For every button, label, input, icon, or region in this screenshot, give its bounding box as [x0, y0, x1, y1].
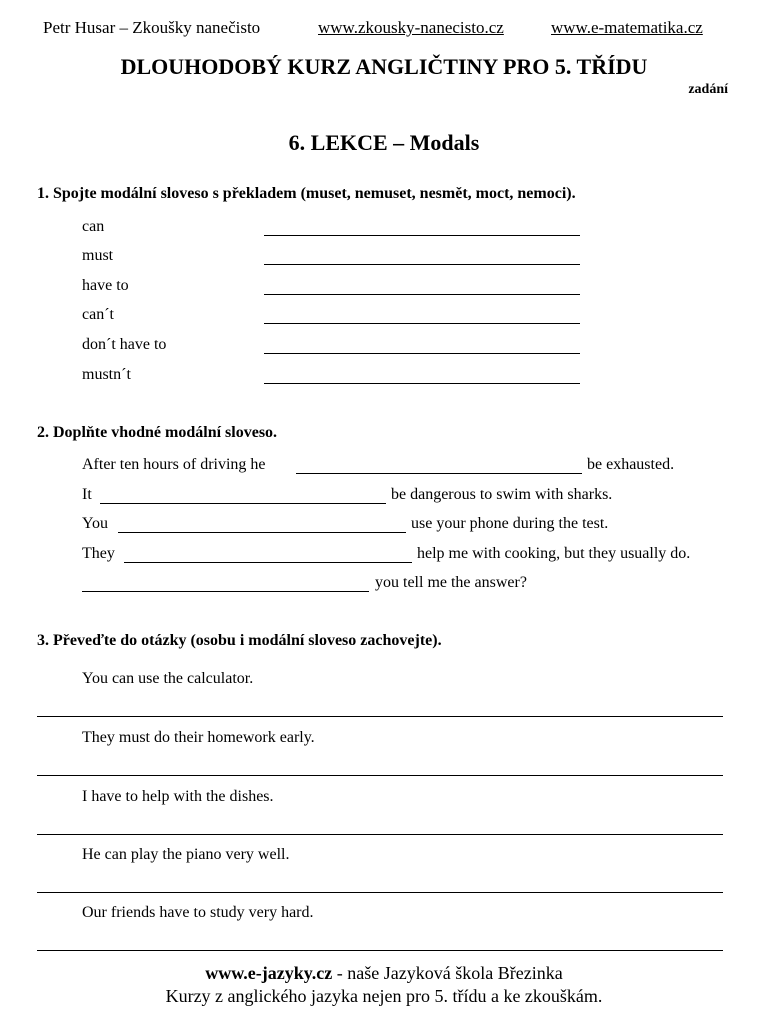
- task2-sentence-end: be dangerous to swim with sharks.: [391, 486, 613, 503]
- task2-sentence-start: They: [82, 545, 115, 562]
- task2-sentence-start: It: [82, 486, 92, 503]
- task2-blank[interactable]: [296, 473, 582, 474]
- task3-sentence: Our friends have to study very hard.: [82, 904, 314, 921]
- task2-sentence-end: you tell me the answer?: [375, 574, 527, 591]
- task3-heading: 3. Převeďte do otázky (osobu i modální sloveso zachovejte).: [37, 632, 442, 649]
- task2-sentence-start: After ten hours of driving he: [82, 456, 266, 473]
- task2-heading: 2. Doplňte vhodné modální sloveso.: [37, 424, 278, 441]
- task3-sentence: I have to help with the dishes.: [82, 788, 274, 805]
- task2-blank[interactable]: [100, 503, 386, 504]
- header-link-zkousky[interactable]: www.zkousky-nanecisto.cz: [318, 18, 504, 37]
- task1-item: can´t: [82, 306, 114, 323]
- header-author: Petr Husar – Zkoušky nanečisto: [43, 18, 261, 37]
- task2-blank[interactable]: [82, 591, 369, 592]
- page-subtitle: zadání: [688, 82, 728, 97]
- task1-item: can: [82, 218, 105, 235]
- task2-blank[interactable]: [124, 562, 412, 563]
- task3-answer-line[interactable]: [37, 892, 723, 893]
- task2-blank[interactable]: [118, 532, 406, 533]
- task2-sentence-end: help me with cooking, but they usually do.: [417, 545, 691, 562]
- header-link-matematika[interactable]: www.e-matematika.cz: [551, 18, 703, 37]
- task1-answer-line[interactable]: [264, 264, 580, 265]
- footer-line2: Kurzy z anglického jazyka nejen pro 5. třídu a ke zkouškám.: [165, 986, 603, 1006]
- task2-sentence-end: use your phone during the test.: [411, 515, 609, 532]
- task3-sentence: They must do their homework early.: [82, 729, 315, 746]
- task3-answer-line[interactable]: [37, 716, 723, 717]
- task1-answer-line[interactable]: [264, 235, 580, 236]
- lesson-title: 6. LEKCE – Modals: [288, 130, 480, 155]
- footer-site-link[interactable]: www.e-jazyky.cz: [205, 963, 333, 983]
- task1-item: must: [82, 247, 114, 264]
- task1-item: mustn´t: [82, 366, 131, 383]
- task1-answer-line[interactable]: [264, 383, 580, 384]
- footer-tagline: - naše Jazyková škola Březinka: [332, 963, 563, 983]
- task1-answer-line[interactable]: [264, 323, 580, 324]
- task2-sentence-start: You: [82, 515, 108, 532]
- task3-sentence: He can play the piano very well.: [82, 846, 290, 863]
- task1-answer-line[interactable]: [264, 353, 580, 354]
- task2-sentence-end: be exhausted.: [587, 456, 675, 473]
- task3-sentence: You can use the calculator.: [82, 670, 254, 687]
- page-title: DLOUHODOBÝ KURZ ANGLIČTINY PRO 5. TŘÍDU: [120, 54, 648, 79]
- task3-answer-line[interactable]: [37, 950, 723, 951]
- footer-line1: [0, 963, 768, 984]
- task1-heading: 1. Spojte modální sloveso s překladem (muset, nemuset, nesmět, moct, nemoci).: [37, 185, 576, 202]
- task3-answer-line[interactable]: [37, 775, 723, 776]
- task1-item: have to: [82, 277, 129, 294]
- task1-item: don´t have to: [82, 336, 167, 353]
- task3-answer-line[interactable]: [37, 834, 723, 835]
- task1-answer-line[interactable]: [264, 294, 580, 295]
